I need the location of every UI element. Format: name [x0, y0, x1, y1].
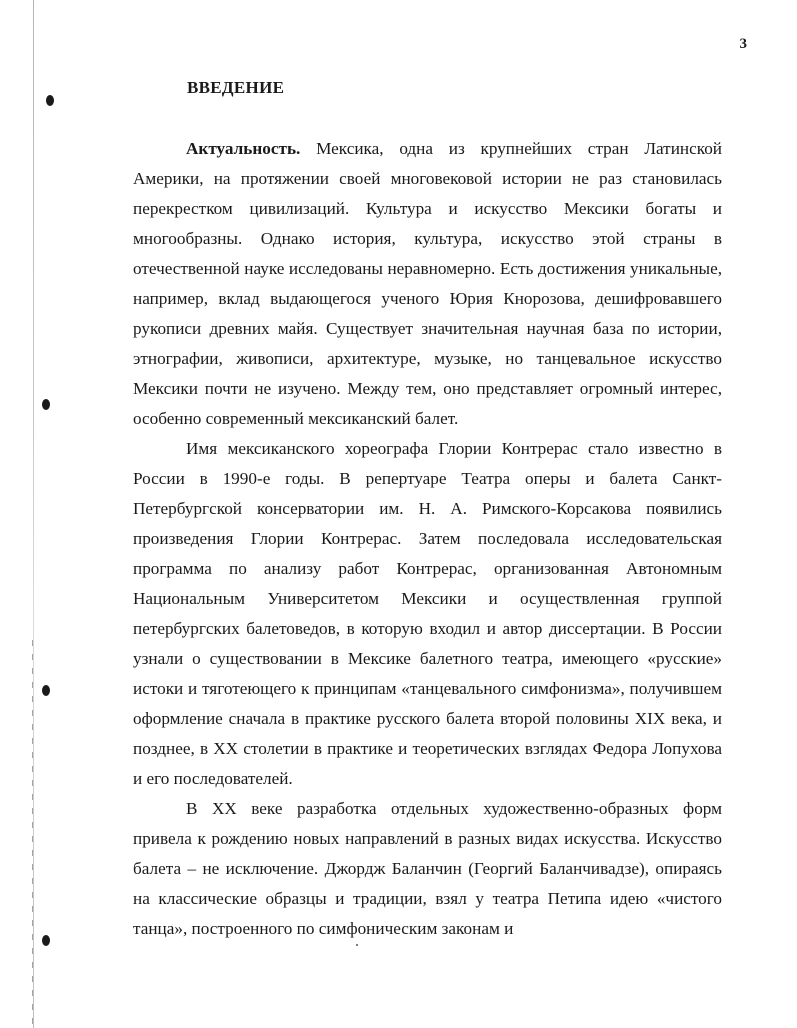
- paragraph-2: [133, 434, 722, 794]
- paragraph-lead: Актуальность.: [186, 139, 301, 158]
- binder-hole-mark: [46, 95, 54, 106]
- scan-edge-line: [33, 0, 34, 1028]
- body-text: [133, 134, 722, 944]
- paragraph-text: Имя мексиканского хореографа Глории Контрерас стало известно в России в 1990-е годы. В репертуаре Театра оперы и балета Санкт-Петербургской консерватории им. Н. А. Римского-Корсакова появились произведения Глории Контрерас. Затем последовала исследовательская программа по анализу работ Контрерас, организованная Автономным Национальным Университетом Мексики и осуществленная группой петербургских балетоведов, в которую входил и автор диссертации. В России узнали о существовании в Мексике балетного театра, имеющего «русские» истоки и тяготеющего к принципам «танцевального симфонизма», получившем оформление сначала в практике русского балета второй половины XIX века, и позднее, в XX столетии в практике и теоретических взглядах Федора Лопухова и его последователей.: [133, 439, 722, 788]
- binder-hole-mark: [42, 685, 50, 696]
- section-heading: ВВЕДЕНИЕ: [187, 78, 285, 97]
- paragraph-text: Мексика, одна из крупнейших стран Латинской Америки, на протяжении своей многовековой истории не раз становилась перекрестком цивилизаций. Культура и искусство Мексики богаты и многообразны. Однако история, культура, искусство этой страны в отечественной науке исследованы неравномерно. Есть достижения уникальные, например, вклад выдающегося ученого Юрия Кнорозова, дешифровавшего рукописи древних майя. Существует значительная научная база по истории, этнографии, живописи, архитектуре, музыке, но танцевальное искусство Мексики почти не изучено. Между тем, оно представляет огромный интерес, особенно современный мексиканский балет.: [133, 139, 722, 428]
- paragraph-text: В XX веке разработка отдельных художественно-образных форм привела к рождению новых направлений в разных видах искусства. Искусство балета – не исключение. Джордж Баланчин (Георгий Баланчивадзе), опираясь на классические образцы и традиции, взял у театра Петипа идею «чистого танца», построенного по симфоническим законам и: [133, 799, 722, 938]
- binder-hole-mark: [42, 399, 50, 410]
- paragraph-1: [133, 134, 722, 434]
- scan-speck: [356, 944, 358, 946]
- page-number: 3: [739, 36, 747, 52]
- scan-edge-dashes: [32, 640, 33, 1028]
- binder-hole-mark: [42, 935, 50, 946]
- paragraph-3: [133, 794, 722, 944]
